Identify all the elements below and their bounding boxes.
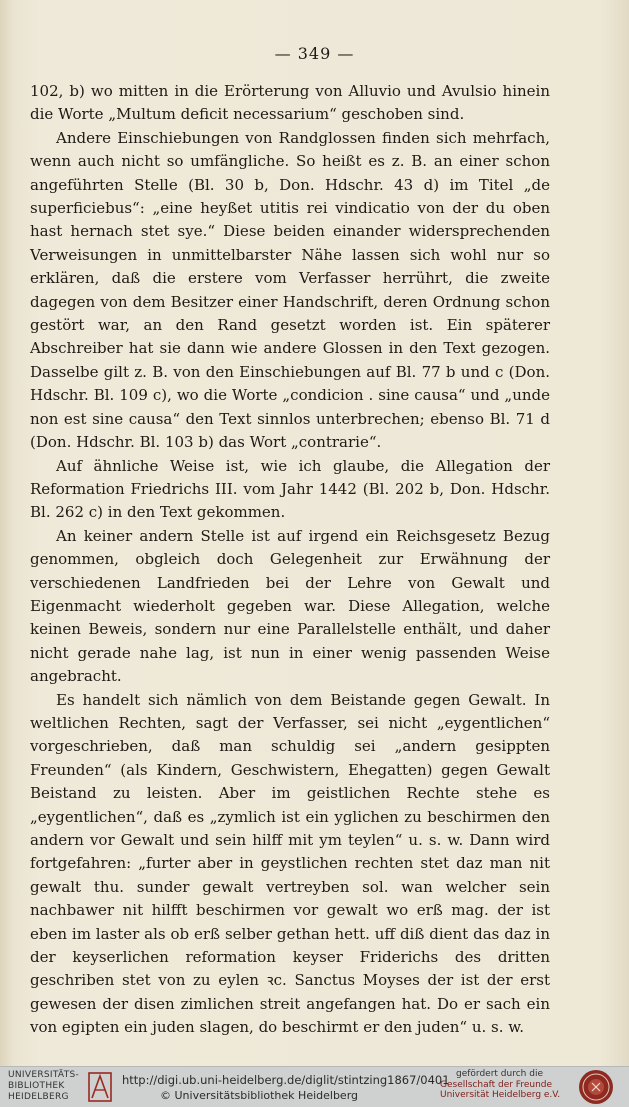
library-logo-icon [86,1071,114,1103]
library-name: UNIVERSITÄTS- BIBLIOTHEK HEIDELBERG [8,1070,80,1102]
funded-line-2: Gesellschaft der Freunde [440,1079,553,1090]
page-number: — 349 — [274,44,355,63]
paragraph-5: Es handelt sich nämlich von dem Beistande gegen Gewalt. In weltlichen Rechten, sagt der Verfasser, sei nicht „eygentlichen“ vorgeschrieben, daß man schuldig sei „andern gesippten Freunden“ (als Kindern, Geschwistern, Ehegatten) gegen Gewalt Beistand zu leisten. Aber im geistlichen Rechte stehe es „eygentlichen“, daß es „zymlich ist ein yglichen zu beschirmen den andern vor Gewalt und sein hilff mit ym teylen“ u. s. w. Dann wird fortgefahren: „furter aber in geystlichen rechten stet daz man nit gewalt thu. sunder gewalt vertreyben sol. wan welcher sein nachbawer nit hilfft beschirmen vor gewalt wo erß mag. der ist eben im laster als ob erß selber gethan hett. uff diß dient das daz in der keyserlichen reformation keyser Friderichs des dritten geschriben stet von zu eylen ꝛc. Sanctus Moyses der ist der erst gewesen der disen zimlichen streit angefangen hat. Do er sach ein von egipten ein juden slagen, do beschirmt er den juden“ u. s. w. [30,690,550,1037]
permalink-link[interactable]: http://digi.ub.uni-heidelberg.de/diglit/stintzing1867/0401 [122,1073,450,1087]
funding-note [440,1069,560,1101]
paragraph-2: Andere Einschiebungen von Randglossen finden sich mehrfach, wenn auch nicht so umfängliche. So heißt es z. B. an einer schon angeführten Stelle (Bl. 30 b, Don. Hdschr. 43 d) im Titel „de superficiebus“: „eine heyßet utitis rei vindicatio von der du oben hast hernach stet sye.“ Diese beiden einander widersprechenden Verweisungen in unmittelbarster Nähe lassen sich wohl nur so erklären, daß die erstere vom Verfasser herrührt, die zweite dagegen von dem Besitzer einer Handschrift, deren Ordnung schon gestört war, an den Rand gesetzt worden ist. Ein späterer Abschreiber hat sie dann wie andere Glossen in den Text gezogen. Dasselbe gilt z. B. von den Einschiebungen auf Bl. 77 b und c (Don. Hdschr. Bl. 109 c), wo die Worte „condicion . sine causa“ und „unde non est sine causa“ den Text sinnlos unterbrechen; ebenso Bl. 71 d (Don. Hdschr. Bl. 103 b) das Wort „contrarie“. [30,128,550,452]
paragraph-1: 102, b) wo mitten in die Erörterung von Alluvio und Avulsio hinein die Worte „Multum deficit necessarium“ geschoben sind. [30,82,550,124]
copyright-text: © Universitätsbibliothek Heidelberg [160,1089,359,1102]
paragraph-4: An keiner andern Stelle ist auf irgend ein Reichsgesetz Bezug genommen, obgleich doch Gelegenheit zur Erwähnung der verschiedenen Landfrieden bei der Lehre von Gewalt und Eigenmacht wiederholt gegeben war. Diese Allegation, welche keinen Beweis, sondern nur eine Parallelstelle enthält, und daher nicht gerade nahe lag, ist nun in einer wenig passenden Weise angebracht. [30,526,550,686]
funded-line-1: gefördert durch die [456,1069,543,1079]
paragraph-3: Auf ähnliche Weise ist, wie ich glaube, die Allegation der Reformation Friedrichs III. vom Jahr 1442 (Bl. 202 b, Don. Hdschr. Bl. 262 c) in den Text gekommen. [30,456,550,522]
body-text [30,80,550,1040]
funded-line-3: Universität Heidelberg e.V. [440,1090,561,1100]
footer-bar [0,1066,629,1107]
university-seal-icon [578,1069,614,1105]
